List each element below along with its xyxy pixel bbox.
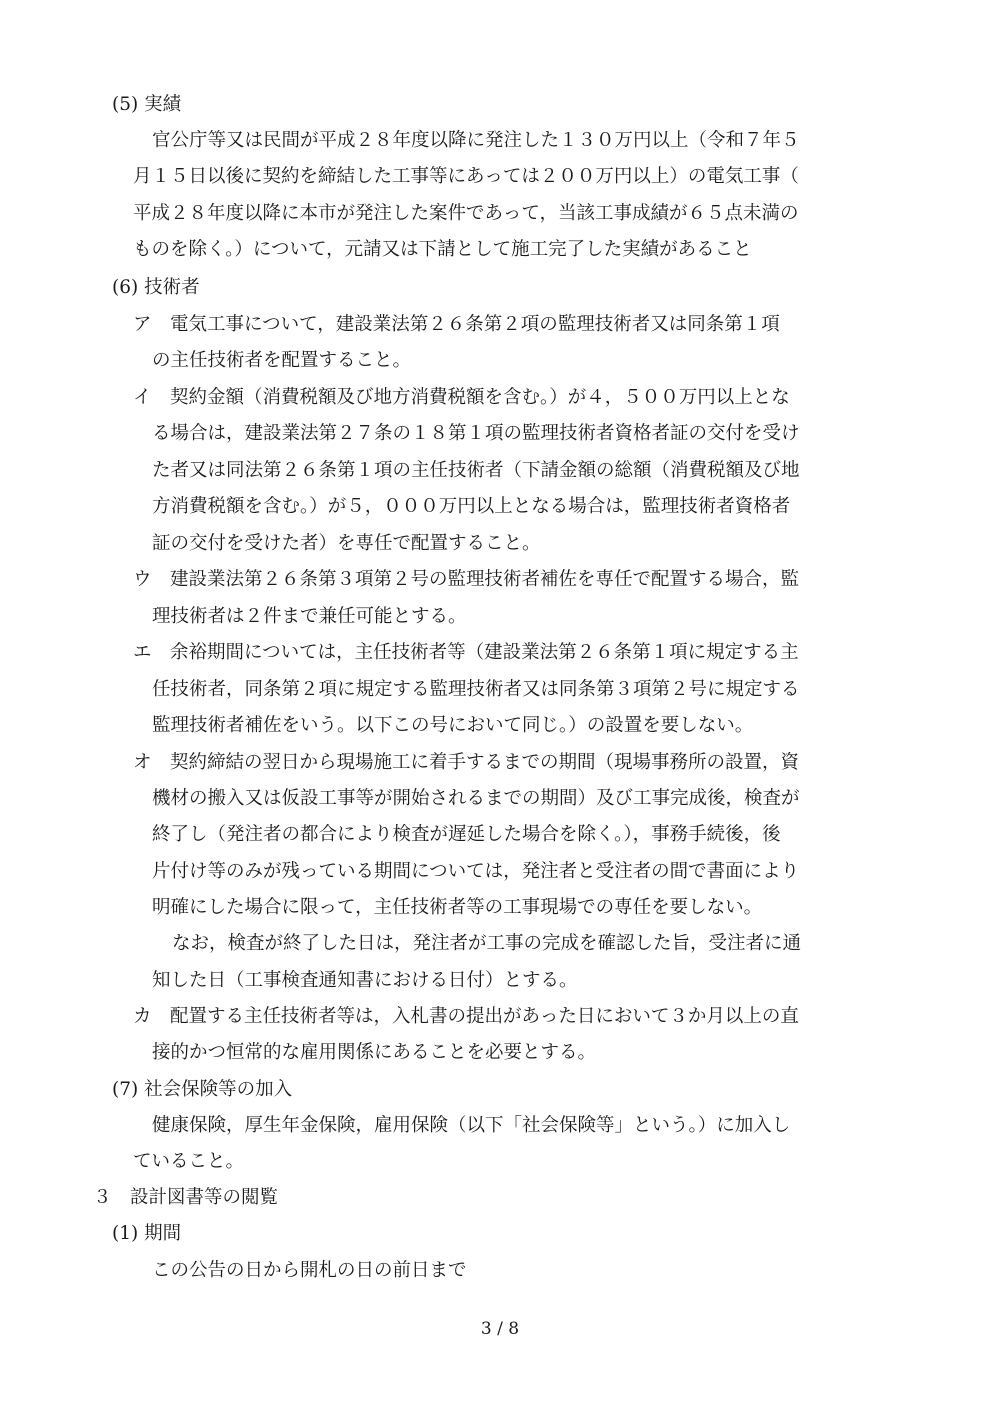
item-marker: エ (133, 642, 152, 663)
text-line: 任技術者，同条第２項に規定する監理技術者又は同条第３項第２号に規定する (152, 679, 800, 700)
text-line: 監理技術者補佐をいう。以下この号において同じ。）の設置を要しない。 (152, 715, 754, 736)
heading-period: (1) 期間 (112, 1223, 182, 1244)
page-number: 3 / 8 (480, 1319, 520, 1339)
text-line: の主任技術者を配置すること。 (152, 350, 412, 371)
text-line: 機材の搬入又は仮設工事等が開始されるまでの期間）及び工事完成後，検査が (152, 788, 800, 809)
text-line: た者又は同法第２６条第１項の主任技術者（下請金額の総額（消費税額及び地 (152, 460, 800, 481)
text-line: 健康保険，厚生年金保険，雇用保険（以下「社会保険等」という。）に加入し (152, 1115, 791, 1136)
text-line: 月１５日以後に契約を締結した工事等にあっては２００万円以上）の電気工事（ (133, 166, 799, 187)
note-line: 知した日（工事検査通知書における日付）とする。 (152, 970, 578, 991)
text-line: ていること。 (133, 1151, 245, 1172)
item-marker: ア (133, 314, 152, 335)
text-line: 終了し（発注者の都合により検査が遅延した場合を除く。），事務手続後，後 (152, 824, 781, 845)
text-line: 余裕期間については，主任技術者等（建設業法第２６条第１項に規定する主 (170, 642, 799, 663)
text-line: 証の交付を受けた者）を専任で配置すること。 (152, 533, 541, 554)
item-marker: ウ (133, 569, 152, 590)
text-line: 建設業法第２６条第３項第２号の監理技術者補佐を専任で配置する場合，監 (170, 569, 800, 590)
text-line: 契約金額（消費税額及び地方消費税額を含む。）が４，５００万円以上とな (170, 387, 790, 408)
text-line: 理技術者は２件まで兼任可能とする。 (152, 606, 467, 627)
text-line: 配置する主任技術者等は，入札書の提出があった日において３か月以上の直 (170, 1006, 799, 1027)
text-line: 方消費税額を含む。）が５，０００万円以上となる場合は，監理技術者資格者 (152, 496, 791, 517)
text-line: ものを除く。）について，元請又は下請として施工完了した実績があること (133, 239, 752, 260)
heading-design-docs: ３ 設計図書等の閲覧 (93, 1187, 279, 1208)
item-marker: オ (133, 752, 152, 773)
heading-social-insurance: (7) 社会保険等の加入 (112, 1079, 293, 1100)
text-line: 官公庁等又は民間が平成２８年度以降に発注した１３０万円以上（令和７年５ (152, 130, 800, 151)
text-line: 接的かつ恒常的な雇用関係にあることを必要とする。 (152, 1042, 597, 1063)
text-line: 電気工事について，建設業法第２６条第２項の監理技術者又は同条第１項 (170, 314, 780, 335)
text-line: 明確にした場合に限って，主任技術者等の工事現場での専任を要しない。 (152, 897, 763, 918)
item-marker: カ (133, 1006, 152, 1027)
text-line: る場合は，建設業法第２７条の１８第１項の監理技術者資格者証の交付を受け (152, 423, 800, 444)
text-line: 平成２８年度以降に本市が発注した案件であって，当該工事成績が６５点未満の (133, 203, 799, 224)
text-line: この公告の日から開札の日の前日まで (152, 1260, 467, 1281)
heading-engineer: (6) 技術者 (112, 277, 200, 298)
heading-performance: (5) 実績 (112, 94, 182, 115)
text-line: 契約締結の翌日から現場施工に着手するまでの期間（現場事務所の設置，資 (170, 752, 800, 773)
item-marker: イ (133, 387, 152, 408)
note-line: なお，検査が終了した日は，発注者が工事の完成を確認した旨，受注者に通 (172, 933, 802, 954)
text-line: 片付け等のみが残っている期間については，発注者と受注者の間で書面により (152, 861, 800, 882)
